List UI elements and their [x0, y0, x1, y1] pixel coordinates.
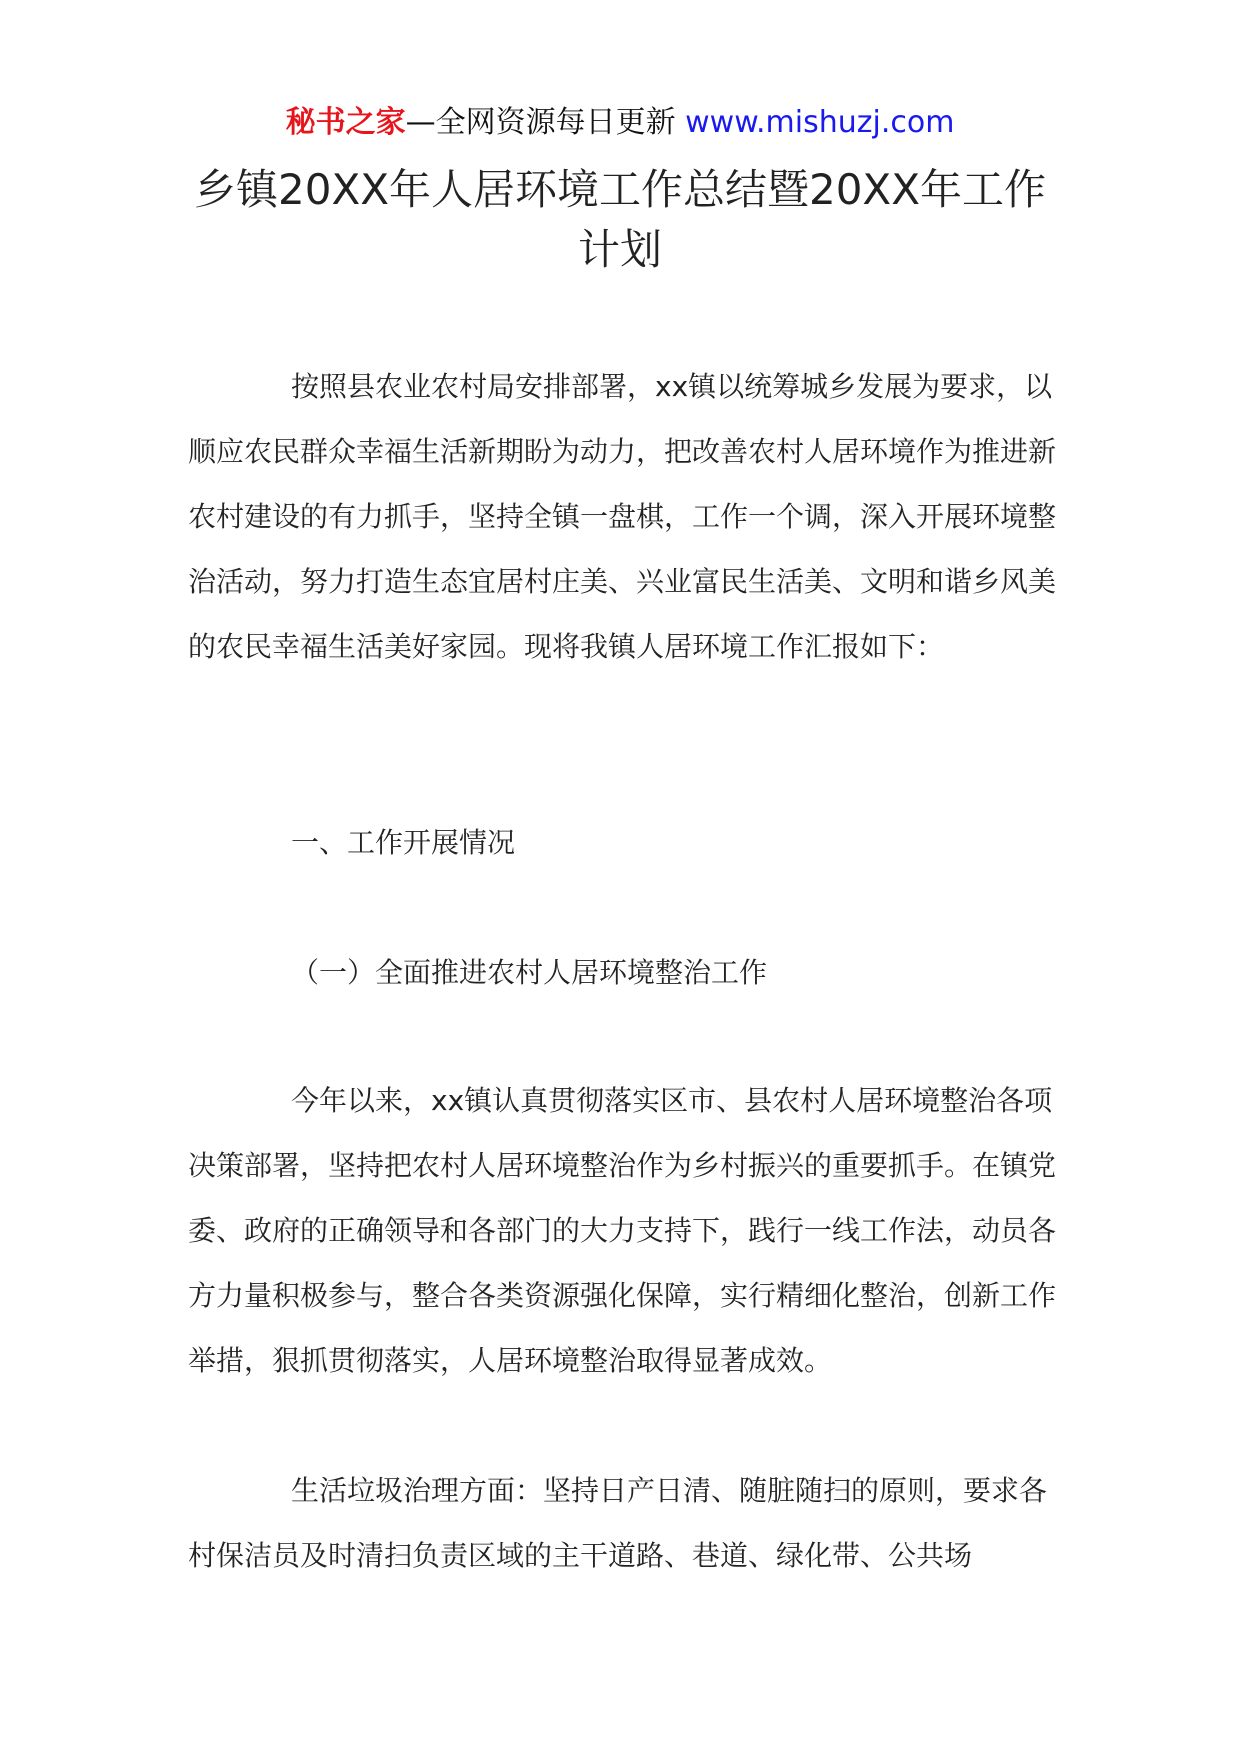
- subsection-heading: （一）全面推进农村人居环境整治工作: [291, 956, 768, 989]
- site-url-link[interactable]: www.mishuzj.com: [685, 105, 955, 140]
- intro-paragraph: 按照县农业农村局安排部署，xx镇以统筹城乡发展为要求，以顺应农民群众幸福生活新期盼为动力，把改善农村人居环境作为推进新农村建设的有力抓手，坚持全镇一盘棋，工作一个调，深入开展环境整治活动，努力打造生态宜居村庄美、兴业富民生活美、文明和谐乡风美的农民幸福生活美好家园。现将我镇人居环境工作汇报如下：: [188, 370, 1057, 663]
- site-header: [0, 103, 1240, 143]
- document-title: 乡镇20XX年人居环境工作总结暨20XX年工作计划: [194, 165, 1046, 274]
- section-heading: 一、工作开展情况: [291, 826, 516, 859]
- site-tagline: —全网资源每日更新: [405, 105, 676, 140]
- body-paragraph: 生活垃圾治理方面：坚持日产日清、随脏随扫的原则，要求各村保洁员及时清扫负责区域的主干道路、巷道、绿化带、公共场: [188, 1474, 1048, 1572]
- brand-name: 秘书之家: [285, 105, 406, 140]
- body-paragraph: 今年以来，xx镇认真贯彻落实区市、县农村人居环境整治各项决策部署，坚持把农村人居环境整治作为乡村振兴的重要抓手。在镇党委、政府的正确领导和各部门的大力支持下，践行一线工作法，动员各方力量积极参与，整合各类资源强化保障，实行精细化整治，创新工作举措，狠抓贯彻落实，人居环境整治取得显著成效。: [188, 1084, 1057, 1377]
